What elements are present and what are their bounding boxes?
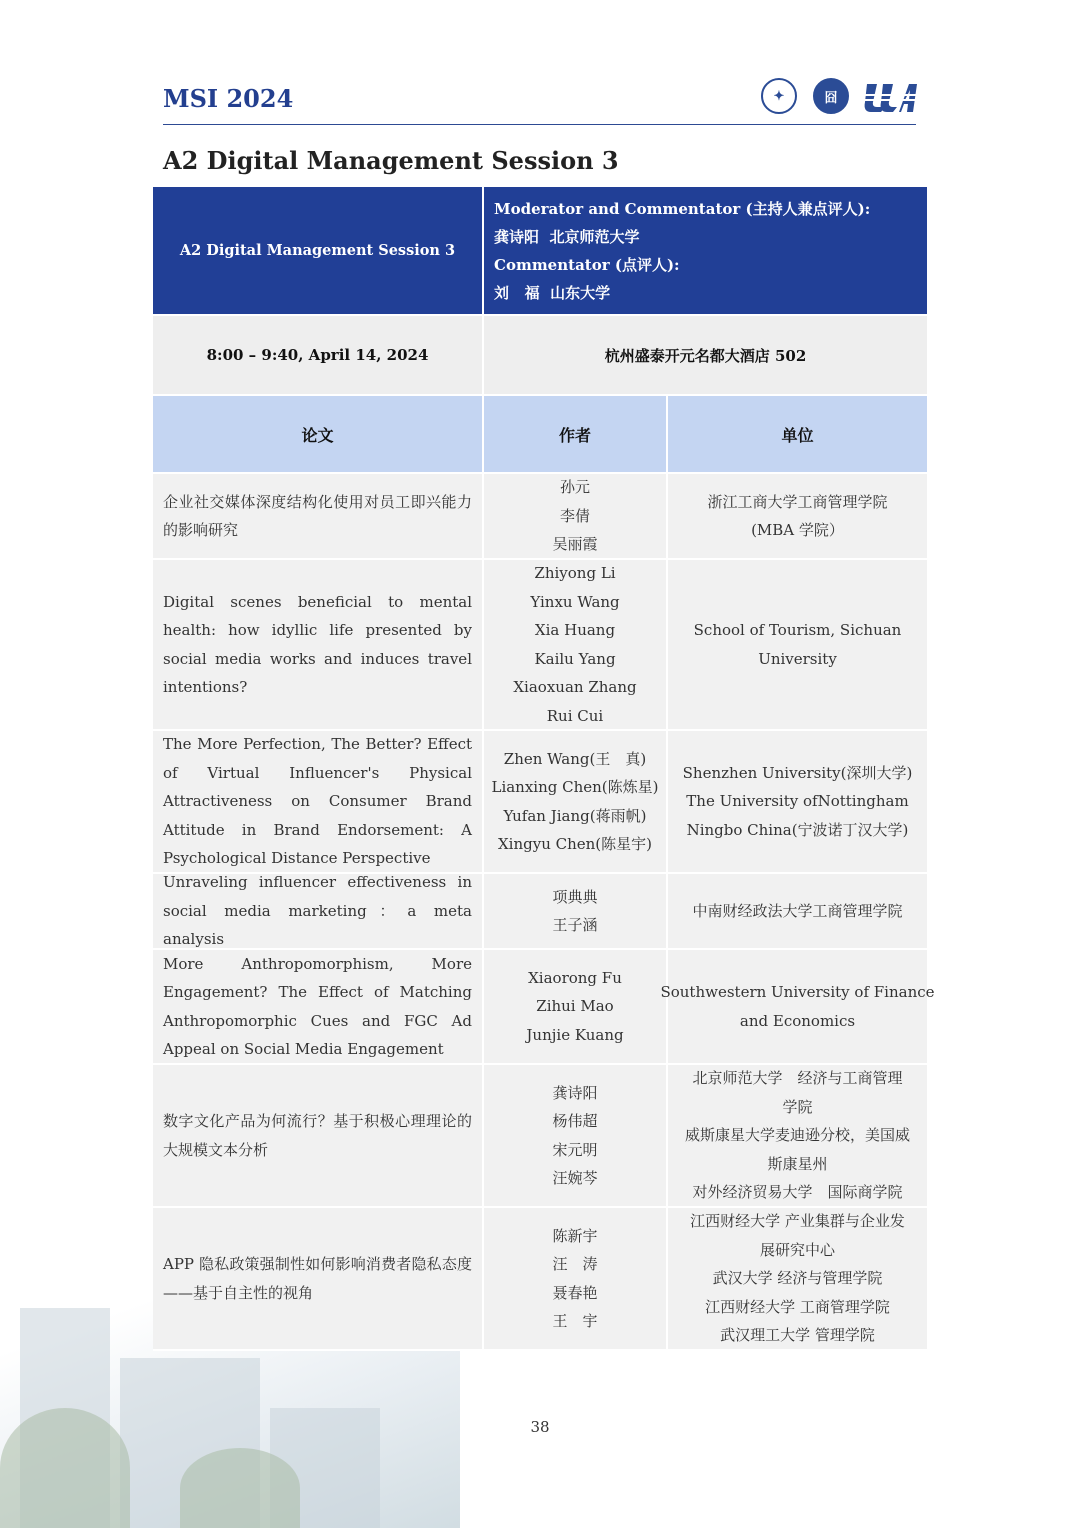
author-name: Yufan Jiang(蒋雨帆) (503, 806, 647, 825)
author-name: 陈新宇 (552, 1226, 598, 1245)
author-name: Xiaoxuan Zhang (513, 678, 637, 696)
affiliation-line: 武汉大学 经济与管理学院 (712, 1269, 883, 1288)
author-list (484, 474, 668, 558)
paper-title-text: Digital scenes beneficial to mental health: how idyllic life presented by social media works and induces travel intentions? (163, 592, 472, 696)
affiliation-line: 江西财经大学 工商管理学院 (705, 1297, 890, 1316)
affiliation-line: University (758, 649, 837, 668)
column-header-affiliation: 单位 (781, 425, 814, 445)
affiliation-line: 浙江工商大学工商管理学院 (707, 492, 888, 511)
session-name: A2 Digital Management Session 3 (153, 187, 484, 314)
author-list (484, 874, 668, 948)
table-row (153, 731, 927, 874)
session-table (153, 187, 935, 1351)
table-row (153, 1065, 927, 1208)
affiliation-line: Shenzhen University(深圳大学) (682, 763, 913, 782)
session-info-row (153, 187, 927, 316)
author-name: 王子涵 (552, 916, 598, 934)
author-name: Rui Cui (546, 706, 604, 725)
affiliation-line: (MBA 学院） (751, 521, 844, 539)
author-name: 汪 涛 (552, 1255, 598, 1273)
session-place: 杭州盛泰开元名都大酒店 502 (604, 346, 807, 365)
commentator-label: Commentator (点评人): (494, 255, 680, 274)
affiliation-line: 学院 (782, 1097, 813, 1116)
affiliation-line: Southwestern University of Finance (660, 983, 935, 1001)
affiliation-line: and Economics (739, 1011, 856, 1030)
author-name: 龚诗阳 (552, 1083, 598, 1102)
page-header (163, 76, 916, 125)
table-row (153, 560, 927, 731)
paper-title (153, 874, 484, 948)
affiliation-line: Ningbo China(宁波诺丁汉大学) (686, 820, 909, 839)
affiliation-line: School of Tourism, Sichuan (693, 621, 902, 639)
affiliation-list (668, 560, 927, 729)
paper-title-text: 企业社交媒体深度结构化使用对员工即兴能力的影响研究 (163, 492, 472, 539)
paper-title (153, 950, 484, 1063)
author-list (484, 560, 668, 729)
table-row (153, 874, 927, 950)
author-name: 孙元 (559, 478, 590, 497)
affiliation-line: 江西财经大学 产业集群与企业发 (690, 1212, 905, 1231)
author-name: 聂春艳 (552, 1283, 598, 1302)
table-row (153, 1208, 927, 1351)
column-header-row (153, 396, 927, 474)
commentator-name: 刘 福 山东大学 (494, 283, 611, 302)
author-name: Xiaorong Fu (528, 968, 622, 987)
university-emblem-logo: 囧 (813, 78, 849, 114)
author-name: 王 宇 (552, 1312, 598, 1330)
author-list (484, 950, 668, 1063)
university-seal-logo: ✦ (761, 78, 797, 114)
column-header-paper: 论文 (153, 396, 484, 472)
paper-title (153, 474, 484, 558)
author-name: 吴丽霞 (552, 535, 598, 554)
affiliation-list (668, 874, 927, 948)
author-name: Lianxing Chen(陈炼星) (491, 778, 659, 796)
author-name: Xia Huang (534, 621, 616, 639)
paper-title-text: The More Perfection, The Better? Effect of Virtual Influencer's Physical Attractiveness on Consumer Brand Attitude in Brand Endorsement: A Psychological Distance Perspective (163, 735, 472, 868)
affiliation-list (660, 950, 935, 1063)
time-place-row (153, 316, 927, 396)
paper-rows (153, 474, 935, 1351)
affiliation-line: 武汉理工大学 管理学院 (720, 1326, 875, 1345)
page-number: 38 (530, 1418, 550, 1436)
paper-title-text: Unraveling influencer effectiveness in social media marketing：a meta analysis (163, 873, 472, 949)
affiliation-line: 展研究中心 (759, 1240, 835, 1259)
paper-title (153, 1065, 484, 1206)
author-name: Kailu Yang (534, 649, 616, 668)
author-name: 李倩 (559, 506, 590, 525)
paper-title (153, 731, 484, 872)
table-row (153, 950, 935, 1065)
affiliation-line: The University ofNottingham (686, 792, 909, 811)
author-list (484, 1208, 668, 1349)
session-time: 8:00 – 9:40, April 14, 2024 (153, 316, 484, 394)
author-name: Yinxu Wang (530, 592, 620, 611)
affiliation-line: 北京师范大学 经济与工商管理 (692, 1069, 903, 1088)
paper-title-text: APP 隐私政策强制性如何影响消费者隐私态度——基于自主性的视角 (163, 1255, 472, 1302)
moderator-block (484, 187, 927, 314)
affiliation-line: 威斯康星大学麦迪逊分校，美国威 (684, 1126, 910, 1145)
paper-title-text: More Anthropomorphism, More Engagement? The Effect of Matching Anthropomorphic Cues and FGC Ad Appeal on Social Media Engagement (163, 954, 472, 1058)
author-name: 杨伟超 (552, 1112, 598, 1130)
table-row (153, 474, 927, 560)
brand-title: MSI 2024 (163, 84, 294, 113)
author-name: Zihui Mao (536, 997, 614, 1016)
author-name: Zhen Wang(王 真) (503, 749, 647, 768)
author-name: 项典典 (552, 887, 598, 906)
affiliation-line: 斯康星州 (767, 1154, 828, 1173)
paper-title (153, 560, 484, 729)
moderator-label: Moderator and Commentator (主持人兼点评人): (494, 199, 871, 218)
ua-logo (863, 80, 917, 114)
author-name: 汪婉芩 (552, 1169, 598, 1187)
affiliation-line: 对外经济贸易大学 国际商学院 (692, 1183, 903, 1202)
paper-title (153, 1208, 484, 1349)
affiliation-list (668, 474, 927, 558)
affiliation-list (668, 1065, 927, 1206)
author-name: Xingyu Chen(陈星宇) (497, 835, 653, 853)
affiliation-line: 中南财经政法大学工商管理学院 (692, 901, 903, 920)
author-name: 宋元明 (552, 1140, 598, 1159)
paper-title-text: 数字文化产品为何流行？基于积极心理理论的大规模文本分析 (163, 1112, 472, 1159)
author-list (484, 1065, 668, 1206)
affiliation-list (668, 731, 927, 872)
affiliation-list (668, 1208, 927, 1349)
author-name: Zhiyong Li (534, 564, 616, 582)
author-list (484, 731, 668, 872)
session-title: A2 Digital Management Session 3 (163, 146, 619, 175)
moderator-name: 龚诗阳 北京师范大学 (494, 227, 640, 246)
column-header-authors: 作者 (484, 396, 668, 472)
author-name: Junjie Kuang (526, 1025, 624, 1044)
